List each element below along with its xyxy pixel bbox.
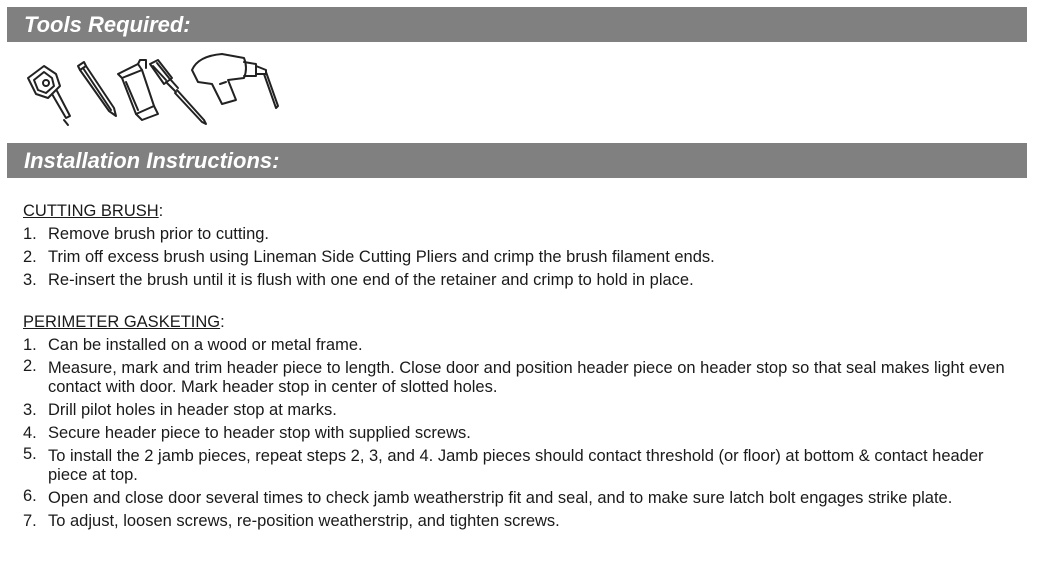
installation-instructions-header xyxy=(7,143,1027,178)
perimeter-gasketing-steps xyxy=(23,334,1023,533)
list-item: 6. Open and close door several times to check jamb weatherstrip fit and seal, and to make sure latch bolt engages strike plate. xyxy=(23,487,953,507)
list-item: 3. Re-insert the brush until it is flush with one end of the retainer and crimp to hold in place. xyxy=(23,271,694,289)
tools-required-header xyxy=(7,7,1027,42)
perimeter-gasketing-heading: PERIMETER GASKETING: xyxy=(23,313,225,331)
tools-required-title: Tools Required: xyxy=(24,12,191,37)
list-item: 4. Secure header piece to header stop with supplied screws. xyxy=(23,424,471,442)
cutting-brush-steps xyxy=(23,223,1023,292)
instructions-body xyxy=(23,200,1023,533)
list-item: 5. To install the 2 jamb pieces, repeat steps 2, 3, and 4. Jamb pieces should contact threshold (or floor) at bottom & contact header piece at top. xyxy=(23,445,984,484)
list-item: 1. Remove brush prior to cutting. xyxy=(23,225,270,243)
cutting-brush-heading: CUTTING BRUSH: xyxy=(23,202,164,220)
tape-measure-icon xyxy=(28,66,70,125)
hacksaw-icon xyxy=(118,60,158,120)
list-item: 2. Trim off excess brush using Lineman Side Cutting Pliers and crimp the brush filament ends. xyxy=(23,248,715,266)
list-item: 1. Can be installed on a wood or metal frame. xyxy=(23,336,363,354)
pencil-icon xyxy=(78,62,116,116)
list-item: 7. To adjust, loosen screws, re-position weatherstrip, and tighten screws. xyxy=(23,512,560,530)
list-item: 2. Measure, mark and trim header piece to length. Close door and position header piece on header stop so that seal makes light even contact with door. Mark header stop in center of slotted holes. xyxy=(23,357,1005,396)
list-item: 3. Drill pilot holes in header stop at marks. xyxy=(23,401,337,419)
installation-instructions-title: Installation Instructions: xyxy=(24,148,280,173)
tools-illustration xyxy=(22,48,282,130)
power-drill-icon xyxy=(192,54,278,108)
